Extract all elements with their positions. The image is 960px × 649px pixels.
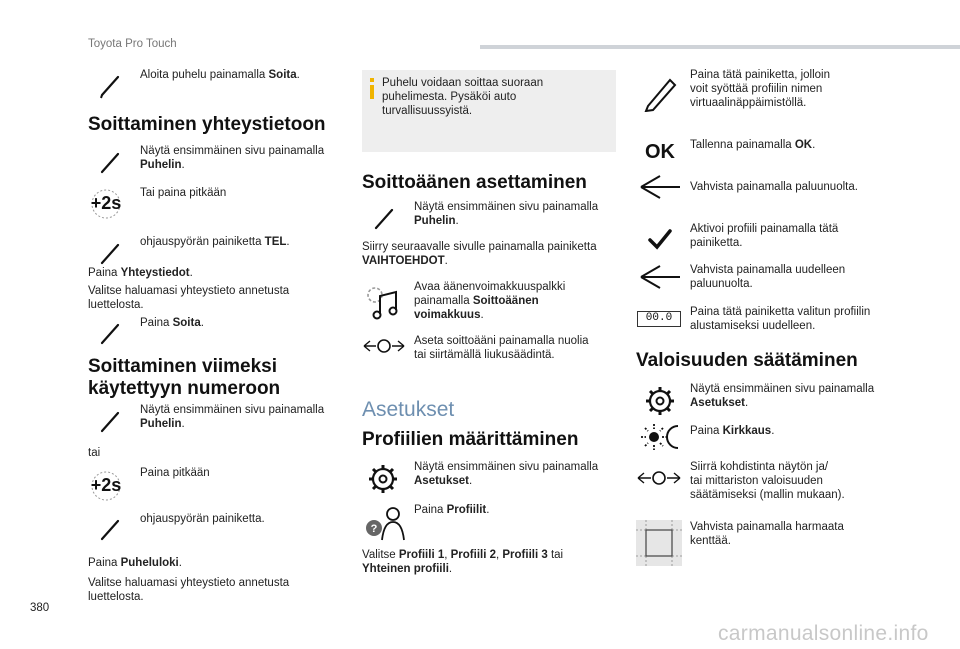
heading-recent: Soittaminen viimeksi käytettyyn numeroon <box>88 356 281 399</box>
paragraph: Paina Yhteystiedot. <box>88 267 193 279</box>
paragraph: Paina tätä painiketta, jolloin voit syöttää profiilin nimen virtuaalinäppäimistöllä. <box>690 69 831 109</box>
paragraph: Näytä ensimmäinen sivu painamalla Puhelin. <box>140 145 325 171</box>
heading-profiles: Profiilien määrittäminen <box>362 429 579 450</box>
pencil-icon <box>370 203 400 233</box>
paragraph: Paina Soita. <box>140 317 204 329</box>
paragraph: Vahvista painamalla harmaata kenttää. <box>690 521 844 547</box>
paragraph: Paina Profiilit. <box>414 504 490 516</box>
steering-button-2s-icon: +2s <box>86 470 126 502</box>
heading-brightness: Valoisuuden säätäminen <box>636 350 858 371</box>
paragraph: Valitse haluamasi yhteystieto annetusta luettelosta. <box>88 577 290 603</box>
paragraph: Paina Kirkkaus. <box>690 425 775 437</box>
paragraph: Aseta soittoääni painamalla nuolia tai siirtämällä liukusäädintä. <box>414 335 589 361</box>
paragraph: ohjauspyörän painiketta TEL. <box>140 236 290 248</box>
settings-gear-icon <box>366 462 400 496</box>
header-bar <box>480 45 960 49</box>
paragraph: Vahvista painamalla uudelleen paluunuolta. <box>690 264 846 290</box>
paragraph: Näytä ensimmäinen sivu painamalla Puhelin. <box>140 404 325 430</box>
brightness-icon <box>640 422 684 452</box>
info-icon <box>367 78 377 100</box>
steering-button-2s-icon: +2s <box>86 188 126 220</box>
gear-music-icon <box>364 284 404 322</box>
pencil-icon <box>96 147 126 177</box>
paragraph: tai <box>88 447 101 459</box>
paragraph: Paina Puheluloki. <box>88 557 182 569</box>
paragraph: Näytä ensimmäinen sivu painamalla Asetukset. <box>690 383 875 409</box>
note-text: Puhelu voidaan soittaa suoraan puhelimesta. Pysäköi auto turvallisuussyistä. <box>382 77 544 117</box>
paragraph: Valitse haluamasi yhteystieto annetusta luettelosta. <box>88 285 290 311</box>
back-arrow-icon <box>638 264 682 290</box>
pencil-icon <box>96 238 126 268</box>
settings-gear-icon <box>643 384 677 418</box>
paragraph: Tallenna painamalla OK. <box>690 139 816 151</box>
paragraph: Aloita puhelu painamalla Soita. <box>140 69 300 81</box>
watermark: carmanualsonline.info <box>718 622 929 645</box>
paragraph: Aktivoi profiili painamalla tätä painiketta. <box>690 223 839 249</box>
page-number: 380 <box>30 602 50 614</box>
pencil-icon <box>96 514 126 544</box>
header-title: Toyota Pro Touch <box>88 38 177 50</box>
checkmark-icon <box>648 228 672 250</box>
note-box <box>362 70 616 152</box>
slider-icon <box>362 336 406 356</box>
paragraph: Avaa äänenvoimakkuuspalkki painamalla Soittoäänen voimakkuus. <box>414 281 566 321</box>
pencil-icon <box>96 406 126 436</box>
grey-field-icon <box>636 520 682 566</box>
paragraph: Siirrä kohdistinta näytön ja/ tai mittariston valoisuuden säätämiseksi (mallin mukaan). <box>690 461 845 501</box>
paragraph: Paina pitkään <box>140 467 210 479</box>
paragraph: Näytä ensimmäinen sivu painamalla Asetukset. <box>414 461 599 487</box>
slider-icon <box>636 468 682 488</box>
pencil-icon <box>96 318 126 348</box>
paragraph: Näytä ensimmäinen sivu painamalla Puhelin. <box>414 201 599 227</box>
ok-button-icon: OK <box>645 141 675 163</box>
heading-ringtone: Soittoäänen asettaminen <box>362 172 587 193</box>
heading-contact: Soittaminen yhteystietoon <box>88 114 326 135</box>
paragraph: Siirry seuraavalle sivulle painamalla painiketta VAIHTOEHDOT. <box>362 241 597 267</box>
back-arrow-icon <box>638 174 682 200</box>
reset-profile-icon: 00.0 <box>637 311 681 327</box>
profile-icon <box>364 506 406 542</box>
edit-pencil-icon <box>640 74 680 112</box>
paragraph: Vahvista painamalla paluunuolta. <box>690 181 858 193</box>
paragraph: Valitse Profiili 1, Profiili 2, Profiili 3 tai Yhteinen profiili. <box>362 549 564 575</box>
svg-text:?: ? <box>370 523 378 535</box>
pencil-icon <box>96 70 126 100</box>
paragraph: Paina tätä painiketta valitun profiilin alustamiseksi uudelleen. <box>690 306 871 332</box>
section-title: Asetukset <box>362 398 455 421</box>
paragraph: ohjauspyörän painiketta. <box>140 513 265 525</box>
paragraph: Tai paina pitkään <box>140 187 227 199</box>
